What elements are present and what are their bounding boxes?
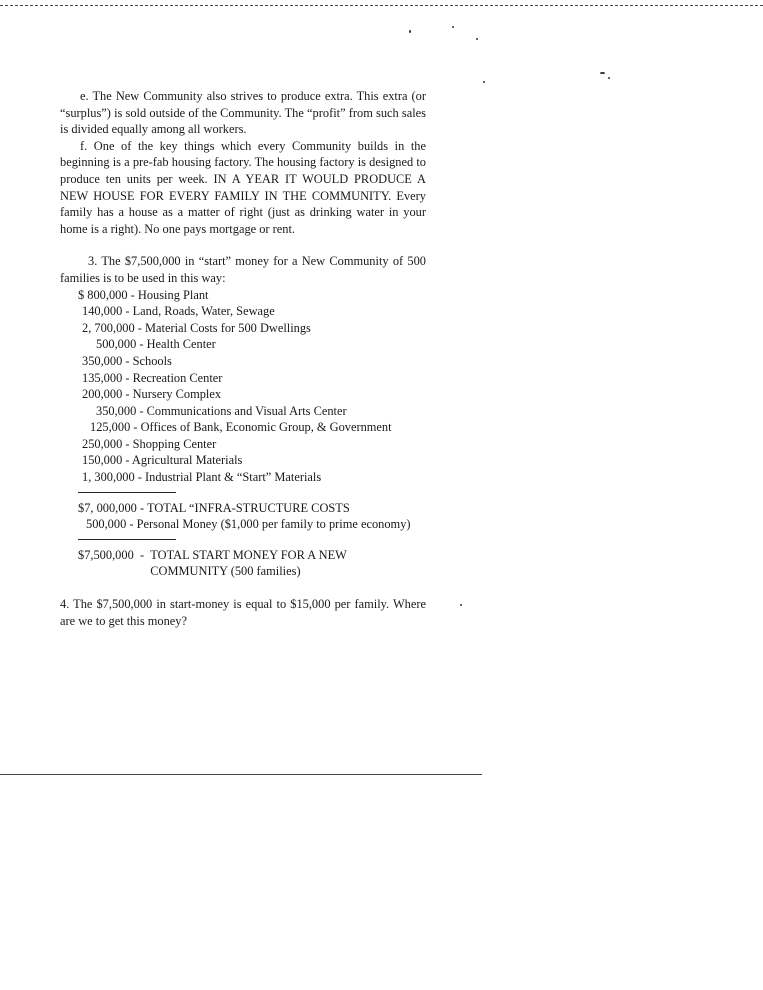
scan-speck <box>600 72 605 74</box>
grand-total-line: $7,500,000 - TOTAL START MONEY FOR A NEW COMMUNITY (500 families) <box>78 547 347 579</box>
budget-line: 350,000 - Communications and Visual Arts Center <box>96 403 347 418</box>
scan-speck <box>476 38 478 40</box>
scan-bottom-rule <box>0 774 482 775</box>
scan-speck <box>409 30 411 33</box>
subtotal-rule <box>78 492 176 493</box>
budget-line: 350,000 - Schools <box>82 353 172 368</box>
budget-line: 2, 700,000 - Material Costs for 500 Dwellings <box>82 320 311 335</box>
budget-line: 200,000 - Nursery Complex <box>82 387 222 402</box>
total-rule <box>78 539 176 540</box>
budget-line: 150,000 - Agricultural Materials <box>82 453 243 468</box>
budget-line: 135,000 - Recreation Center <box>82 370 223 385</box>
budget-line: 1, 300,000 - Industrial Plant & “Start” Materials <box>82 470 322 485</box>
paragraph-f: f. One of the key things which every Community builds in the beginning is a pre-fab housing factory. The housing factory is designed to produce ten units per week. IN A YEAR IT WOULD PRODUCE A NEW HOUSE FOR EVERY FAMILY IN THE COMMUNITY. Every family has a house as a matter of right (just as drinking water in your home is a right). No one pays mortgage or rent. <box>60 138 426 236</box>
infra-total-line: $7, 000,000 - TOTAL “INFRA-STRUCTURE COSTS <box>78 500 350 515</box>
budget-line: 125,000 - Offices of Bank, Economic Group, & Government <box>90 420 392 435</box>
personal-money-line: 500,000 - Personal Money ($1,000 per family to prime economy) <box>86 517 411 532</box>
item-4: 4. The $7,500,000 in start-money is equal to $15,000 per family. Where are we to get this money? <box>60 597 426 628</box>
budget-line: $ 800,000 - Housing Plant <box>78 287 209 302</box>
paragraph-e: e. The New Community also strives to produce extra. This extra (or “surplus”) is sold outside of the Community. The “profit” from such sales is divided equally among all workers. <box>60 89 426 137</box>
scan-speck <box>483 81 485 83</box>
scan-speck <box>460 604 462 606</box>
scan-speck <box>452 26 454 28</box>
item-3-intro: 3. The $7,500,000 in “start” money for a New Community of 500 families is to be used in this way: <box>60 254 426 285</box>
budget-list <box>60 287 426 486</box>
document-body <box>60 88 426 629</box>
budget-line: 140,000 - Land, Roads, Water, Sewage <box>82 304 275 319</box>
budget-line: 250,000 - Shopping Center <box>82 436 217 451</box>
budget-line: 500,000 - Health Center <box>96 337 216 352</box>
scan-speck <box>608 77 610 79</box>
scan-top-edge <box>0 5 763 6</box>
